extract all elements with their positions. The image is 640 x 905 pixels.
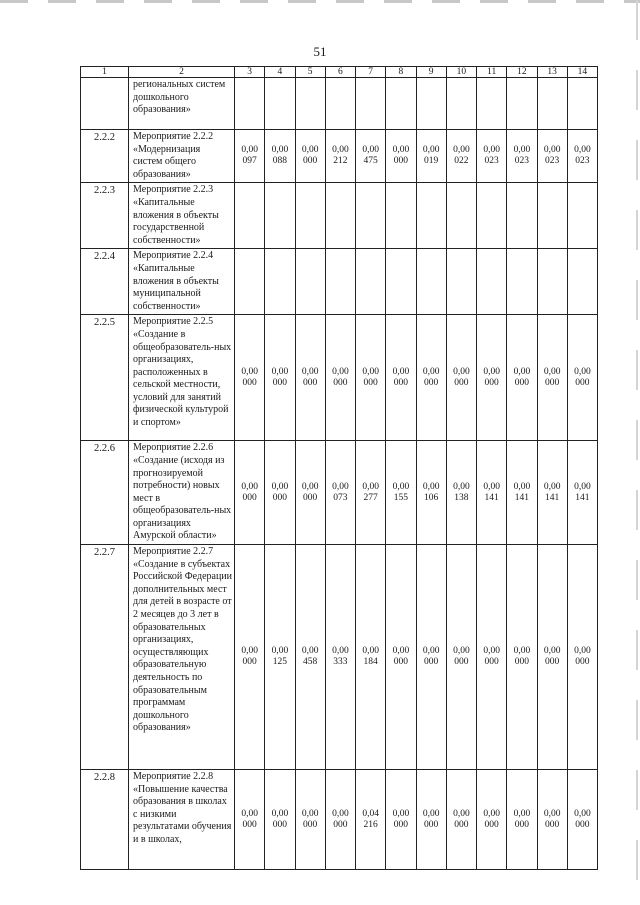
value-cell <box>295 183 325 249</box>
table-row <box>81 78 598 130</box>
table-body <box>81 78 598 870</box>
value-cell <box>356 78 386 130</box>
header-cell: 5 <box>295 67 325 78</box>
value-cell: 0,00 125 <box>265 545 295 770</box>
value-cell: 0,04 216 <box>356 770 386 870</box>
value-cell <box>416 78 446 130</box>
value-cell: 0,00 022 <box>446 130 476 183</box>
row-title: Мероприятие 2.2.3 «Капитальные вложения в объекты государственной собственности» <box>129 183 235 249</box>
row-code <box>81 78 129 130</box>
value-cell <box>446 183 476 249</box>
row-code: 2.2.7 <box>81 545 129 770</box>
value-cell: 0,00 023 <box>477 130 507 183</box>
value-cell: 0,00 000 <box>235 315 265 441</box>
row-title: региональных систем дошкольного образования» <box>129 78 235 130</box>
value-cell <box>416 249 446 315</box>
value-cell: 0,00 000 <box>325 315 355 441</box>
table-row <box>81 770 598 870</box>
value-cell <box>537 78 567 130</box>
value-cell <box>356 249 386 315</box>
header-cell: 13 <box>537 67 567 78</box>
value-cell <box>235 183 265 249</box>
value-cell: 0,00 212 <box>325 130 355 183</box>
value-cell: 0,00 000 <box>325 770 355 870</box>
value-cell: 0,00 023 <box>567 130 597 183</box>
value-cell <box>325 249 355 315</box>
header-cell: 2 <box>129 67 235 78</box>
row-title: Мероприятие 2.2.7 «Создание в субъектах Российской Федерации дополнительных мест для детей в возрасте от 2 месяцев до 3 лет в образовательных организациях, осуществляющих образовательную деятельность по образовательным программам дошкольного образования» <box>129 545 235 770</box>
value-cell <box>235 249 265 315</box>
header-cell: 7 <box>356 67 386 78</box>
row-code: 2.2.4 <box>81 249 129 315</box>
value-cell <box>446 249 476 315</box>
value-cell: 0,00 000 <box>265 770 295 870</box>
header-cell: 6 <box>325 67 355 78</box>
header-cell: 14 <box>567 67 597 78</box>
value-cell: 0,00 184 <box>356 545 386 770</box>
value-cell: 0,00 097 <box>235 130 265 183</box>
value-cell <box>416 183 446 249</box>
value-cell: 0,00 023 <box>537 130 567 183</box>
value-cell <box>265 183 295 249</box>
value-cell: 0,00 000 <box>235 770 265 870</box>
value-cell <box>446 78 476 130</box>
value-cell: 0,00 000 <box>265 315 295 441</box>
value-cell <box>507 249 537 315</box>
value-cell: 0,00 000 <box>416 315 446 441</box>
value-cell: 0,00 277 <box>356 441 386 545</box>
indicators-table <box>80 66 598 870</box>
value-cell: 0,00 141 <box>567 441 597 545</box>
value-cell: 0,00 000 <box>567 315 597 441</box>
table-row <box>81 545 598 770</box>
value-cell: 0,00 000 <box>265 441 295 545</box>
value-cell: 0,00 023 <box>507 130 537 183</box>
value-cell: 0,00 000 <box>295 770 325 870</box>
value-cell <box>295 78 325 130</box>
table-row <box>81 183 598 249</box>
table-row <box>81 130 598 183</box>
value-cell: 0,00 458 <box>295 545 325 770</box>
value-cell: 0,00 000 <box>507 545 537 770</box>
value-cell: 0,00 000 <box>235 441 265 545</box>
value-cell: 0,00 000 <box>567 770 597 870</box>
value-cell: 0,00 333 <box>325 545 355 770</box>
row-code: 2.2.3 <box>81 183 129 249</box>
value-cell: 0,00 000 <box>356 315 386 441</box>
value-cell: 0,00 088 <box>265 130 295 183</box>
table-row <box>81 249 598 315</box>
value-cell <box>386 249 416 315</box>
value-cell: 0,00 019 <box>416 130 446 183</box>
row-code: 2.2.8 <box>81 770 129 870</box>
value-cell: 0,00 000 <box>477 315 507 441</box>
value-cell: 0,00 475 <box>356 130 386 183</box>
row-title: Мероприятие 2.2.4 «Капитальные вложения в объекты муниципальной собственности» <box>129 249 235 315</box>
value-cell <box>356 183 386 249</box>
value-cell <box>507 183 537 249</box>
value-cell <box>537 183 567 249</box>
value-cell <box>386 78 416 130</box>
value-cell: 0,00 141 <box>537 441 567 545</box>
table-row <box>81 315 598 441</box>
value-cell: 0,00 000 <box>446 770 476 870</box>
row-title: Мероприятие 2.2.6 «Создание (исходя из прогнозируемой потребности) новых мест в общеобразователь-ных организациях Амурской области» <box>129 441 235 545</box>
row-title: Мероприятие 2.2.2 «Модернизация систем общего образования» <box>129 130 235 183</box>
value-cell: 0,00 000 <box>567 545 597 770</box>
header-cell: 11 <box>477 67 507 78</box>
value-cell: 0,00 000 <box>295 315 325 441</box>
value-cell <box>567 249 597 315</box>
row-title: Мероприятие 2.2.5 «Создание в общеобразователь-ных организациях, расположенных в сельской местности, условий для занятий физической культурой и спортом» <box>129 315 235 441</box>
value-cell: 0,00 000 <box>537 315 567 441</box>
value-cell: 0,00 000 <box>507 315 537 441</box>
value-cell: 0,00 106 <box>416 441 446 545</box>
value-cell: 0,00 000 <box>235 545 265 770</box>
page-number: 51 <box>313 44 327 59</box>
value-cell: 0,00 000 <box>537 545 567 770</box>
value-cell: 0,00 155 <box>386 441 416 545</box>
value-cell: 0,00 000 <box>446 545 476 770</box>
scan-edge-right <box>636 0 638 905</box>
value-cell: 0,00 000 <box>295 130 325 183</box>
row-code: 2.2.2 <box>81 130 129 183</box>
value-cell: 0,00 000 <box>416 770 446 870</box>
value-cell: 0,00 000 <box>477 770 507 870</box>
header-cell: 3 <box>235 67 265 78</box>
value-cell: 0,00 138 <box>446 441 476 545</box>
value-cell <box>325 183 355 249</box>
header-cell: 1 <box>81 67 129 78</box>
value-cell <box>265 249 295 315</box>
value-cell <box>567 183 597 249</box>
row-title: Мероприятие 2.2.8 «Повышение качества образования в школах с низкими результатами обучения и в школах, <box>129 770 235 870</box>
header-cell: 9 <box>416 67 446 78</box>
row-code: 2.2.6 <box>81 441 129 545</box>
value-cell <box>477 183 507 249</box>
value-cell <box>235 78 265 130</box>
header-cell: 4 <box>265 67 295 78</box>
row-code: 2.2.5 <box>81 315 129 441</box>
value-cell <box>386 183 416 249</box>
value-cell: 0,00 000 <box>386 315 416 441</box>
value-cell <box>477 78 507 130</box>
value-cell: 0,00 000 <box>507 770 537 870</box>
table-row <box>81 441 598 545</box>
value-cell: 0,00 000 <box>295 441 325 545</box>
value-cell: 0,00 000 <box>477 545 507 770</box>
value-cell <box>567 78 597 130</box>
value-cell: 0,00 000 <box>386 545 416 770</box>
value-cell <box>537 249 567 315</box>
value-cell: 0,00 000 <box>416 545 446 770</box>
value-cell: 0,00 073 <box>325 441 355 545</box>
value-cell <box>295 249 325 315</box>
value-cell <box>325 78 355 130</box>
value-cell: 0,00 000 <box>386 130 416 183</box>
value-cell <box>265 78 295 130</box>
value-cell <box>477 249 507 315</box>
value-cell: 0,00 000 <box>446 315 476 441</box>
table-header-row <box>81 67 598 78</box>
header-cell: 8 <box>386 67 416 78</box>
value-cell <box>507 78 537 130</box>
header-cell: 12 <box>507 67 537 78</box>
value-cell: 0,00 000 <box>537 770 567 870</box>
header-cell: 10 <box>446 67 476 78</box>
scan-edge-top <box>0 0 640 3</box>
value-cell: 0,00 141 <box>507 441 537 545</box>
value-cell: 0,00 000 <box>386 770 416 870</box>
value-cell: 0,00 141 <box>477 441 507 545</box>
